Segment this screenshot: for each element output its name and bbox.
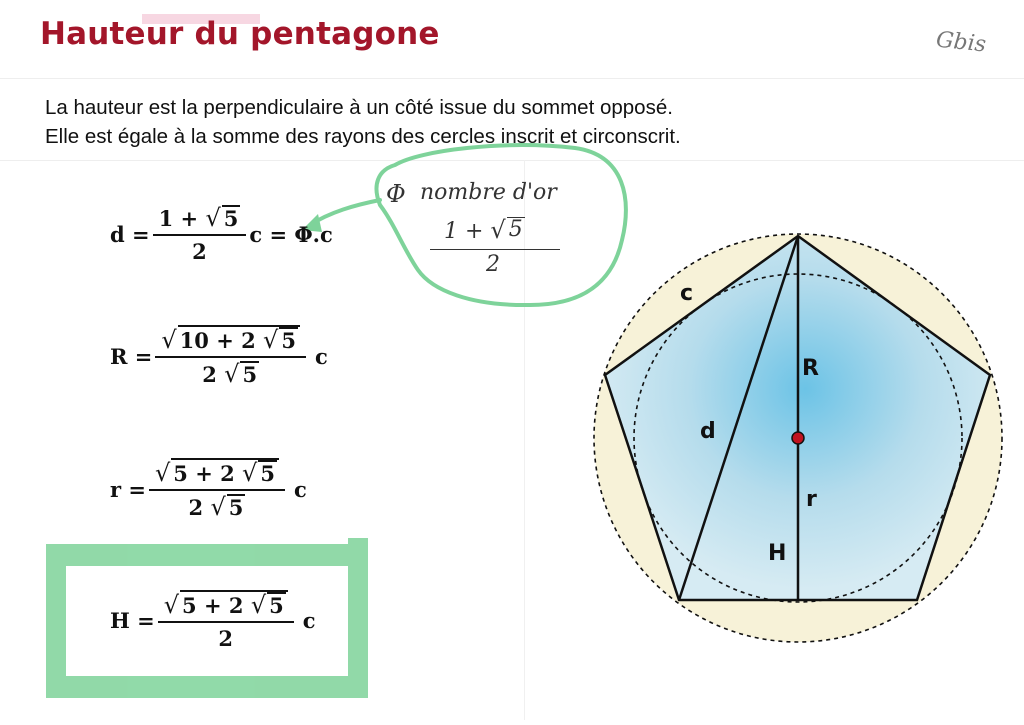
formula-R <box>110 325 328 387</box>
sqrt-symbol: √ 5 <box>210 493 244 522</box>
formula-H-fraction <box>161 590 291 651</box>
note-phi: Φ <box>386 180 406 208</box>
formula-H <box>110 590 316 651</box>
label-r: r <box>806 487 817 512</box>
sqrt-symbol: √ 5 <box>250 591 284 620</box>
formula-r-num-inner: 5 <box>260 461 275 486</box>
formula-R-num-rad: 10 + 2 <box>179 328 264 354</box>
formula-R-den-pre: 2 <box>202 362 225 388</box>
label-H: H <box>768 541 787 566</box>
formula-R-num-inner: 5 <box>281 328 296 353</box>
page-title: Hauteur du pentagone <box>40 16 440 52</box>
sqrt-symbol: √ 5 <box>490 216 523 245</box>
center-point <box>792 432 804 444</box>
formula-R-lhs: R = <box>110 343 153 369</box>
formula-r <box>110 458 307 520</box>
label-d: d <box>700 419 716 444</box>
sqrt-symbol: √ 5 <box>205 204 239 233</box>
formula-R-rhs: c <box>314 343 328 369</box>
sqrt-symbol: √ 5 <box>242 459 275 488</box>
note-fraction-num <box>444 217 525 244</box>
note-num-rad: 5 <box>508 217 523 242</box>
formula-H-lhs: H = <box>110 608 155 634</box>
formula-H-den: 2 <box>158 621 294 651</box>
formula-d-rhs: c = Φ.c <box>249 222 333 248</box>
page-label: Gbis <box>934 27 988 58</box>
pentagon-diagram <box>580 220 1010 650</box>
sqrt-symbol: √ 5 <box>224 360 258 389</box>
formula-H-rhs: c <box>302 608 316 634</box>
note-fraction-bar <box>430 249 560 250</box>
formula-r-den-pre: 2 <box>188 495 211 521</box>
formula-r-den-rad: 5 <box>228 495 244 521</box>
formula-r-fraction <box>152 458 282 520</box>
formula-d-lhs: d = <box>110 222 150 248</box>
formula-H-num-inner: 5 <box>269 593 284 618</box>
formula-R-fraction <box>158 325 303 387</box>
formula-r-lhs: r = <box>110 476 146 502</box>
sqrt-symbol: √ 5 + 2 √ 5 <box>164 590 288 617</box>
formula-r-rhs: c <box>293 476 307 502</box>
formula-d <box>110 205 333 264</box>
note-num: 1 + <box>444 219 491 245</box>
sqrt-symbol: √ 5 + 2 √ 5 <box>155 458 279 485</box>
label-c: c <box>680 281 694 306</box>
label-R: R <box>802 356 819 381</box>
intro-line-2: Elle est égale à la somme des rayons des cercles inscrit et circonscrit. <box>45 125 681 148</box>
note-label: nombre d'or <box>420 180 557 205</box>
formula-R-den-rad: 5 <box>242 362 258 388</box>
formula-d-fraction <box>156 205 244 264</box>
formula-r-num-rad: 5 + 2 <box>173 461 243 487</box>
note-den: 2 <box>486 252 500 277</box>
formula-d-num: 1 + <box>158 206 206 232</box>
formula-d-den: 2 <box>153 234 247 264</box>
sqrt-symbol: √ 5 <box>263 326 296 355</box>
formula-d-num-rad: 5 <box>223 206 239 231</box>
sqrt-symbol: √ 10 + 2 √ 5 <box>161 325 300 352</box>
formula-H-num-rad: 5 + 2 <box>182 593 251 619</box>
intro-line-1: La hauteur est la perpendiculaire à un côté issue du sommet opposé. <box>45 96 673 119</box>
